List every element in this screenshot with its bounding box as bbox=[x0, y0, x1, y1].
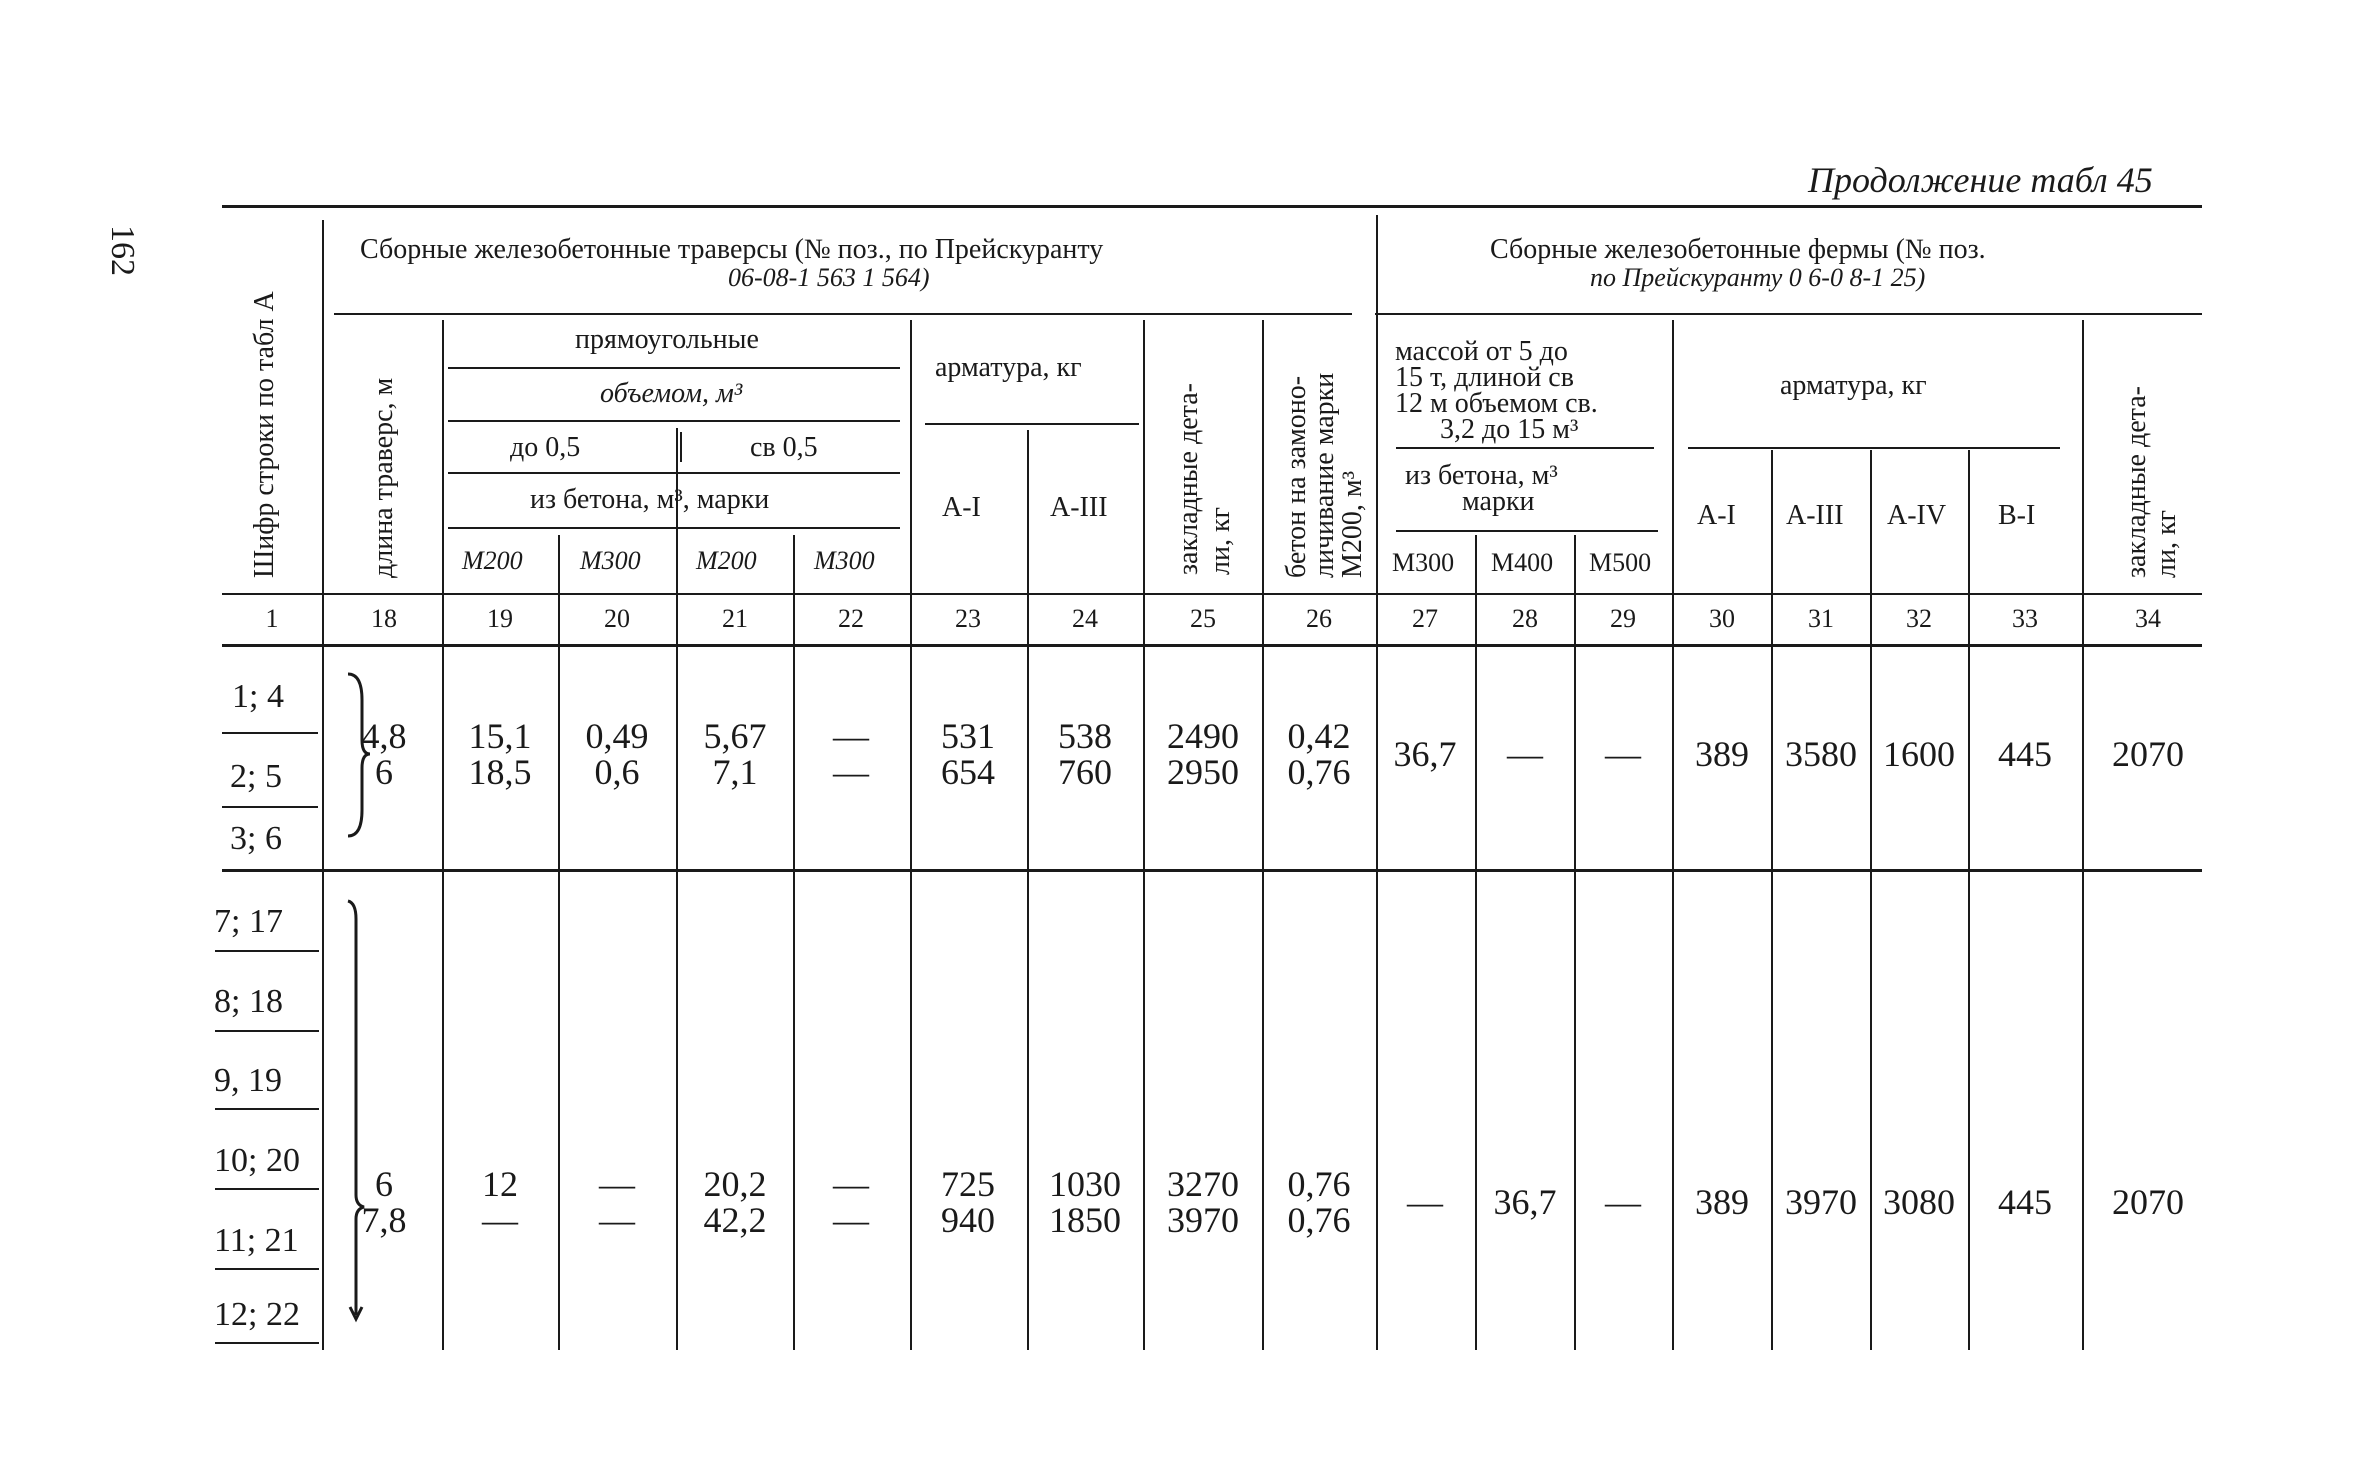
header-embedded-2: ли, кг bbox=[1205, 506, 1236, 575]
header-over-05: св 0,5 bbox=[750, 432, 818, 463]
column-number: 21 bbox=[722, 604, 748, 633]
cell-c30: 389 bbox=[1695, 734, 1749, 774]
header-rebar-b-aiv: А-IV bbox=[1887, 500, 1947, 531]
cell-c24-b: 760 bbox=[1058, 752, 1112, 792]
cell-c21-b: 42,2 bbox=[703, 1200, 767, 1240]
column-number: 28 bbox=[1512, 604, 1538, 633]
rule-body-top bbox=[222, 644, 2202, 647]
cell-c25-b: 2950 bbox=[1167, 752, 1239, 792]
header-traverse-length: длина траверс, м bbox=[368, 377, 399, 578]
rule bbox=[448, 420, 900, 422]
column-number: 33 bbox=[2012, 604, 2038, 633]
header-rebar-ai: А-I bbox=[942, 492, 981, 523]
cell-c34: 2070 bbox=[2112, 734, 2184, 774]
cell-c28: 36,7 bbox=[1493, 1182, 1557, 1222]
header-embedded-1: закладные дета- bbox=[1173, 383, 1204, 575]
column-number: 34 bbox=[2135, 604, 2161, 633]
row-code-5: 8; 18 bbox=[214, 983, 283, 1020]
header-traverses-2: 06-08-1 563 1 564) bbox=[728, 263, 930, 292]
cell-c20-b: 0,6 bbox=[594, 752, 640, 792]
rule bbox=[215, 1188, 319, 1190]
row-code-8: 11; 21 bbox=[214, 1222, 299, 1259]
header-concrete-b-1: из бетона, м³ bbox=[1405, 460, 1558, 491]
top-rule bbox=[222, 205, 2202, 208]
rule bbox=[1574, 535, 1576, 1350]
cell-c25-a: 2490 bbox=[1167, 716, 1239, 756]
cell-c22-a: — bbox=[833, 716, 869, 756]
row-code-6: 9, 19 bbox=[214, 1062, 282, 1099]
rule bbox=[215, 1108, 319, 1110]
cell-c19-b: 18,5 bbox=[468, 752, 532, 792]
cell-c26-a: 0,76 bbox=[1287, 1164, 1351, 1204]
cell-c19-a: 15,1 bbox=[468, 716, 532, 756]
cell-c27: 36,7 bbox=[1393, 734, 1457, 774]
header-monolith-2: личивание марки bbox=[1309, 372, 1340, 578]
column-number: 23 bbox=[955, 604, 981, 633]
cell-c23-b: 654 bbox=[941, 752, 995, 792]
header-rebar-b: арматура, кг bbox=[1780, 370, 1927, 401]
row-code-2: 2; 5 bbox=[230, 758, 282, 795]
brace-group2 bbox=[340, 895, 370, 1325]
header-rectangular: прямоугольные bbox=[575, 324, 759, 355]
column-number: 32 bbox=[1906, 604, 1932, 633]
rule bbox=[448, 527, 900, 529]
header-rows-code: Шифр строки по табл А bbox=[249, 291, 280, 578]
table-caption: Продолжение табл 45 bbox=[1808, 160, 2153, 200]
cell-c25-b: 3970 bbox=[1167, 1200, 1239, 1240]
header-mass-4: 3,2 до 15 м³ bbox=[1440, 414, 1579, 445]
header-mass-1: массой от 5 до bbox=[1395, 336, 1568, 367]
row-code-7: 10; 20 bbox=[214, 1142, 300, 1179]
header-rebar-b-aiii: А-III bbox=[1786, 500, 1844, 531]
row-code-1: 1; 4 bbox=[232, 678, 284, 715]
cell-c18-a: 4,8 bbox=[361, 716, 407, 756]
rule bbox=[925, 423, 1139, 425]
column-number: 30 bbox=[1709, 604, 1735, 633]
header-mass-2: 15 т, длиной св bbox=[1395, 362, 1574, 393]
cell-c18-b: 7,8 bbox=[361, 1200, 407, 1240]
cell-c19-b: — bbox=[482, 1200, 518, 1240]
cell-c32: 3080 bbox=[1883, 1182, 1955, 1222]
header-embedded-b-2: ли, кг bbox=[2151, 509, 2182, 578]
cell-c18-b: 6 bbox=[375, 752, 393, 792]
column-number: 25 bbox=[1190, 604, 1216, 633]
column-number: 18 bbox=[371, 604, 397, 633]
row-code-4: 7; 17 bbox=[214, 903, 283, 940]
rule bbox=[1396, 530, 1658, 532]
cell-c22-b: — bbox=[833, 1200, 869, 1240]
cell-c31: 3970 bbox=[1785, 1182, 1857, 1222]
header-grade-m500: М500 bbox=[1589, 548, 1652, 577]
rule bbox=[1396, 447, 1654, 449]
cell-c22-a: — bbox=[833, 1164, 869, 1204]
rule bbox=[1475, 535, 1477, 1350]
rule bbox=[448, 367, 900, 369]
cell-c30: 389 bbox=[1695, 1182, 1749, 1222]
cell-c18-a: 6 bbox=[375, 1164, 393, 1204]
header-trusses-1: Сборные железобетонные фермы (№ поз. bbox=[1490, 234, 1986, 265]
cell-c24-a: 538 bbox=[1058, 716, 1112, 756]
header-traverses-1: Сборные железобетонные траверсы (№ поз., по Прейскуранту bbox=[360, 234, 1104, 265]
column-number: 19 bbox=[487, 604, 513, 633]
cell-c23-b: 940 bbox=[941, 1200, 995, 1240]
cell-c33: 445 bbox=[1998, 734, 2052, 774]
header-grade-m300: М300 bbox=[1392, 548, 1455, 577]
column-number: 27 bbox=[1412, 604, 1438, 633]
cell-c29: — bbox=[1605, 1182, 1641, 1222]
header-grade-m200-a: М200 bbox=[462, 546, 523, 575]
rule bbox=[215, 1342, 319, 1344]
cell-c31: 3580 bbox=[1785, 734, 1857, 774]
cell-c33: 445 bbox=[1998, 1182, 2052, 1222]
cell-c19-a: 12 bbox=[482, 1164, 518, 1204]
header-grade-m200-b: М200 bbox=[696, 546, 757, 575]
cell-c26-b: 0,76 bbox=[1287, 752, 1351, 792]
rule-truss-header bbox=[1375, 313, 2202, 315]
column-number: 29 bbox=[1610, 604, 1636, 633]
header-upto-05: до 0,5 bbox=[510, 432, 581, 463]
header-monolith-1: бетон на замоно- bbox=[1281, 375, 1312, 578]
column-number: 31 bbox=[1808, 604, 1834, 633]
cell-c20-b: — bbox=[599, 1200, 635, 1240]
cell-c32: 1600 bbox=[1883, 734, 1955, 774]
rule bbox=[215, 950, 319, 952]
header-monolith-3: М200, м³ bbox=[1337, 470, 1368, 578]
cell-c25-a: 3270 bbox=[1167, 1164, 1239, 1204]
header-embedded-b-1: закладные дета- bbox=[2121, 386, 2152, 578]
row-code-3: 3; 6 bbox=[230, 820, 282, 857]
header-trusses-2: по Прейскуранту 0 6-0 8-1 25) bbox=[1590, 263, 1926, 292]
column-number: 26 bbox=[1306, 604, 1332, 633]
column-number: 20 bbox=[604, 604, 630, 633]
cell-c26-a: 0,42 bbox=[1287, 716, 1351, 756]
rule bbox=[448, 472, 900, 474]
header-grade-m300-b: М300 bbox=[814, 546, 875, 575]
cell-c20-a: 0,49 bbox=[585, 716, 649, 756]
cell-c23-a: 725 bbox=[941, 1164, 995, 1204]
rule bbox=[1688, 447, 2060, 449]
rule bbox=[215, 1030, 319, 1032]
cell-c22-b: — bbox=[833, 752, 869, 792]
column-number: 22 bbox=[838, 604, 864, 633]
rule bbox=[680, 432, 682, 462]
header-concrete-grade: из бетона, м³, марки bbox=[530, 484, 770, 515]
cell-c21-a: 20,2 bbox=[703, 1164, 767, 1204]
cell-c27: — bbox=[1407, 1182, 1443, 1222]
cell-c28: — bbox=[1507, 734, 1543, 774]
cell-c34: 2070 bbox=[2112, 1182, 2184, 1222]
rule-col-numbers bbox=[222, 593, 2202, 595]
cell-c26-b: 0,76 bbox=[1287, 1200, 1351, 1240]
cell-c21-a: 5,67 bbox=[703, 716, 767, 756]
rule bbox=[222, 732, 318, 734]
cell-c21-b: 7,1 bbox=[712, 752, 758, 792]
header-grade-m300-a: М300 bbox=[580, 546, 641, 575]
rule-group-separator bbox=[222, 869, 2202, 872]
column-number: 24 bbox=[1072, 604, 1098, 633]
rule bbox=[222, 806, 318, 808]
header-rebar-aiii: А-III bbox=[1050, 492, 1108, 523]
header-concrete-b-2: марки bbox=[1462, 486, 1535, 517]
rule bbox=[215, 1268, 319, 1270]
column-number: 1 bbox=[265, 604, 279, 633]
header-volume: объемом, м³ bbox=[600, 378, 743, 409]
header-rebar: арматура, кг bbox=[935, 352, 1082, 383]
cell-c24-a: 1030 bbox=[1049, 1164, 1121, 1204]
header-mass-3: 12 м объемом св. bbox=[1395, 388, 1598, 419]
row-code-9: 12; 22 bbox=[214, 1296, 300, 1333]
cell-c24-b: 1850 bbox=[1049, 1200, 1121, 1240]
cell-c23-a: 531 bbox=[941, 716, 995, 756]
header-grade-m400: М400 bbox=[1491, 548, 1554, 577]
page-number: 162 bbox=[104, 225, 141, 276]
header-rebar-b-bi: В-I bbox=[1998, 500, 2036, 531]
cell-c20-a: — bbox=[599, 1164, 635, 1204]
header-rebar-b-ai: А-I bbox=[1697, 500, 1736, 531]
rule-traverse-header bbox=[334, 313, 1352, 315]
cell-c29: — bbox=[1605, 734, 1641, 774]
